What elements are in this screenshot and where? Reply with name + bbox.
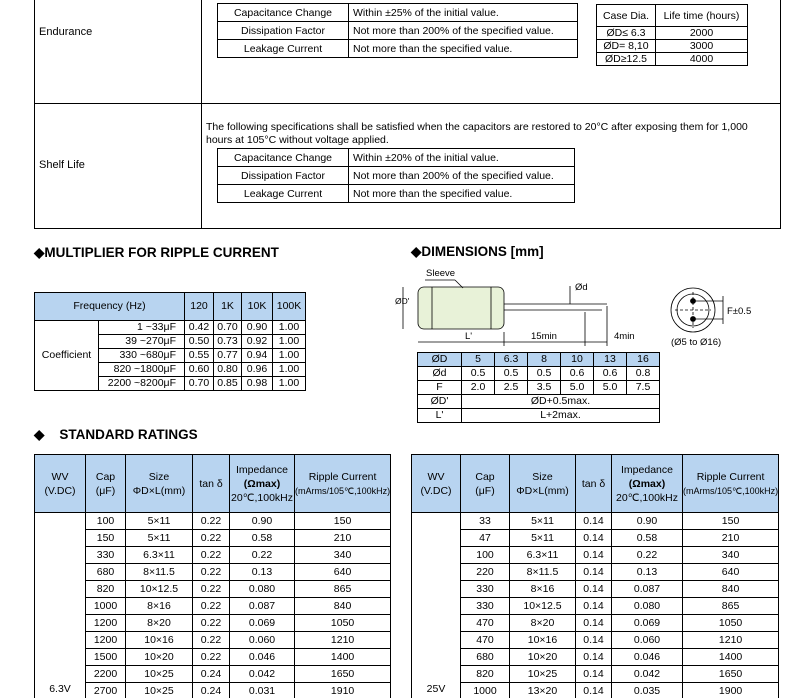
life-header-hours: Life time (hours): [656, 5, 748, 27]
table-row: [597, 53, 748, 66]
tan-cell: 0.14: [576, 598, 612, 615]
impedance-cell: 0.13: [612, 564, 683, 581]
impedance-cell: 0.042: [230, 666, 295, 683]
table-row: [35, 513, 391, 530]
impedance-header: Impedance (Ωmax) 20℃,100kHz: [612, 455, 683, 513]
ripple-cell: 640: [683, 564, 779, 581]
mult-cell: 0.98: [242, 377, 273, 391]
table-row: [418, 395, 660, 409]
size-cell: 5×11: [126, 513, 193, 530]
table-row: [35, 293, 306, 321]
mult-cell: 0.70: [214, 321, 242, 335]
tan-cell: 0.22: [193, 547, 230, 564]
table-row: [35, 598, 391, 615]
cap-cell: 1000: [86, 598, 126, 615]
tan-header: tan δ: [193, 455, 230, 513]
cap-cell: 47: [461, 530, 510, 547]
table-row: [35, 683, 391, 698]
life-time-table: [596, 4, 748, 66]
shelf-value: Within ±20% of the initial value.: [349, 149, 575, 167]
cap-cell: 100: [461, 547, 510, 564]
cap-header: Cap (μF): [86, 455, 126, 513]
ripple-cell: 1650: [683, 666, 779, 683]
mult-cell: 0.73: [214, 335, 242, 349]
tan-cell: 0.24: [193, 683, 230, 698]
ratings-table-left: [34, 454, 391, 698]
table-row: [412, 547, 779, 564]
tan-cell: 0.14: [576, 666, 612, 683]
impedance-cell: 0.22: [612, 547, 683, 564]
life-header-case: Case Dia.: [597, 5, 656, 27]
endurance-value: Within ±25% of the initial value.: [349, 4, 578, 22]
dim-cell: 13: [594, 353, 627, 367]
size-cell: 10×20: [126, 649, 193, 666]
tan-cell: 0.14: [576, 615, 612, 632]
table-row: [418, 367, 660, 381]
table-row: [35, 547, 391, 564]
ripple-cell: 1050: [295, 615, 391, 632]
table-row: [597, 40, 748, 53]
table-row: [597, 27, 748, 40]
tan-cell: 0.14: [576, 547, 612, 564]
size-cell: 8×16: [510, 581, 576, 598]
dim-cell: 5.0: [561, 381, 594, 395]
table-row: [412, 666, 779, 683]
dim-caption: (Ø5 to Ø16): [671, 337, 722, 348]
dim-cell: 5.0: [594, 381, 627, 395]
cap-cell: 220: [461, 564, 510, 581]
life-cell: ØD= 8,10: [597, 40, 656, 53]
endurance-label: Endurance: [39, 26, 93, 38]
table-row: [412, 455, 779, 513]
table-row: [218, 149, 575, 167]
wv-cell: 25V: [412, 513, 461, 698]
diamond-icon: ◆: [34, 427, 45, 442]
mult-cell: 0.94: [242, 349, 273, 363]
cap-cell: 330: [461, 581, 510, 598]
size-cell: 5×11: [510, 513, 576, 530]
dim-cell: 10: [561, 353, 594, 367]
size-cell: 10×12.5: [510, 598, 576, 615]
table-row: [597, 5, 748, 27]
impedance-cell: 0.060: [612, 632, 683, 649]
dim-cell: ØD+0.5max.: [462, 395, 660, 409]
table-row: [412, 598, 779, 615]
freq-cell: 100K: [273, 293, 306, 321]
life-cell: 3000: [656, 40, 748, 53]
table-row: [412, 530, 779, 547]
ripple-cell: 1400: [295, 649, 391, 666]
dim-cell: L+2max.: [462, 409, 660, 423]
freq-cell: 1K: [214, 293, 242, 321]
d-label: Ød: [575, 282, 588, 293]
ripple-cell: 1400: [683, 649, 779, 666]
mult-cell: 0.80: [214, 363, 242, 377]
dim-cell: 0.5: [495, 367, 528, 381]
endurance-item: Leakage Current: [218, 40, 349, 58]
table-row: [218, 22, 578, 40]
size-cell: 10×16: [510, 632, 576, 649]
cap-cell: 1500: [86, 649, 126, 666]
cap-range: 1 ~33μF: [99, 321, 185, 335]
cap-cell: 470: [461, 632, 510, 649]
ripple-cell: 340: [683, 547, 779, 564]
cap-cell: 2700: [86, 683, 126, 698]
table-row: [35, 530, 391, 547]
sleeve-label: Sleeve: [426, 268, 456, 279]
impedance-cell: 0.031: [230, 683, 295, 698]
ripple-cell: 840: [295, 598, 391, 615]
life-cell: ØD≥12.5: [597, 53, 656, 66]
mult-cell: 0.85: [214, 377, 242, 391]
l-prime-label: L': [465, 331, 473, 342]
ratings-table-right: [411, 454, 779, 698]
endurance-value: Not more than the specified value.: [349, 40, 578, 58]
size-cell: 10×16: [126, 632, 193, 649]
ripple-cell: 1050: [683, 615, 779, 632]
min15-label: 15min: [531, 331, 557, 342]
dim-cell: 2.5: [495, 381, 528, 395]
tan-cell: 0.14: [576, 649, 612, 666]
table-row: [418, 381, 660, 395]
table-row: [412, 513, 779, 530]
cap-cell: 1200: [86, 632, 126, 649]
dim-cell: 0.5: [528, 367, 561, 381]
size-cell: 10×25: [126, 683, 193, 698]
dim-cell: 0.8: [627, 367, 660, 381]
ratings-title: [34, 427, 198, 443]
impedance-cell: 0.90: [612, 513, 683, 530]
min4-label: 4min: [614, 331, 635, 342]
mult-cell: 1.00: [273, 335, 306, 349]
impedance-cell: 0.069: [612, 615, 683, 632]
table-row: [35, 666, 391, 683]
endurance-item: Dissipation Factor: [218, 22, 349, 40]
cap-cell: 150: [86, 530, 126, 547]
shelf-item: Capacitance Change: [218, 149, 349, 167]
impedance-cell: 0.069: [230, 615, 295, 632]
ripple-cell: 1900: [683, 683, 779, 698]
spec-col-divider: [201, 0, 202, 228]
table-row: [35, 321, 306, 335]
size-cell: 6.3×11: [510, 547, 576, 564]
size-cell: 8×11.5: [510, 564, 576, 581]
mult-cell: 1.00: [273, 321, 306, 335]
size-cell: 13×20: [510, 683, 576, 698]
ripple-header: Ripple Current (mArms/105℃,100kHz): [295, 455, 391, 513]
impedance-cell: 0.035: [612, 683, 683, 698]
table-row: [35, 581, 391, 598]
mult-cell: 1.00: [273, 377, 306, 391]
dim-label: ØD': [418, 395, 462, 409]
cap-cell: 820: [461, 666, 510, 683]
tan-cell: 0.22: [193, 530, 230, 547]
ripple-cell: 1650: [295, 666, 391, 683]
size-cell: 10×25: [510, 666, 576, 683]
cap-cell: 1200: [86, 615, 126, 632]
impedance-cell: 0.080: [230, 581, 295, 598]
tan-cell: 0.14: [576, 513, 612, 530]
impedance-cell: 0.046: [612, 649, 683, 666]
dim-label: Ød: [418, 367, 462, 381]
coefficient-label: Coefficient: [35, 321, 99, 391]
table-row: [218, 4, 578, 22]
impedance-cell: 0.22: [230, 547, 295, 564]
table-row: [418, 353, 660, 367]
table-row: [418, 409, 660, 423]
tan-cell: 0.14: [576, 564, 612, 581]
freq-label: Frequency (Hz): [35, 293, 185, 321]
tan-cell: 0.14: [576, 632, 612, 649]
mult-cell: 0.50: [185, 335, 214, 349]
d-prime-label: ØD': [395, 296, 410, 306]
size-cell: 10×25: [126, 666, 193, 683]
dim-cell: 7.5: [627, 381, 660, 395]
mult-cell: 0.42: [185, 321, 214, 335]
impedance-cell: 0.042: [612, 666, 683, 683]
mult-cell: 0.55: [185, 349, 214, 363]
table-row: [35, 649, 391, 666]
cap-range: 820 ~1800μF: [99, 363, 185, 377]
table-row: [412, 683, 779, 698]
size-cell: 10×12.5: [126, 581, 193, 598]
dim-cell: 2.0: [462, 381, 495, 395]
cap-cell: 470: [461, 615, 510, 632]
dim-label: L': [418, 409, 462, 423]
impedance-cell: 0.060: [230, 632, 295, 649]
size-cell: 8×20: [510, 615, 576, 632]
table-row: [218, 40, 578, 58]
cap-cell: 330: [86, 547, 126, 564]
size-cell: 6.3×11: [126, 547, 193, 564]
impedance-cell: 0.58: [230, 530, 295, 547]
impedance-cell: 0.087: [230, 598, 295, 615]
multiplier-title: ◆MULTIPLIER FOR RIPPLE CURRENT: [34, 245, 279, 260]
table-row: [35, 632, 391, 649]
mult-cell: 0.70: [185, 377, 214, 391]
cap-range: 39 ~270μF: [99, 335, 185, 349]
tan-header: tan δ: [576, 455, 612, 513]
ripple-cell: 865: [295, 581, 391, 598]
ripple-header: Ripple Current (mArms/105℃,100kHz): [683, 455, 779, 513]
dim-cell: 16: [627, 353, 660, 367]
mult-cell: 0.96: [242, 363, 273, 377]
dim-cell: 8: [528, 353, 561, 367]
tan-cell: 0.22: [193, 632, 230, 649]
cap-cell: 330: [461, 598, 510, 615]
table-row: [412, 564, 779, 581]
shelf-value: Not more than the specified value.: [349, 185, 575, 203]
size-cell: 8×20: [126, 615, 193, 632]
cap-range: 2200 ~8200μF: [99, 377, 185, 391]
ripple-cell: 210: [295, 530, 391, 547]
ripple-cell: 840: [683, 581, 779, 598]
tan-cell: 0.22: [193, 513, 230, 530]
table-row: [412, 581, 779, 598]
tan-cell: 0.14: [576, 683, 612, 698]
mult-cell: 1.00: [273, 349, 306, 363]
multiplier-table: [34, 292, 306, 391]
mult-cell: 1.00: [273, 363, 306, 377]
dim-cell: 3.5: [528, 381, 561, 395]
tan-cell: 0.22: [193, 598, 230, 615]
mult-cell: 0.90: [242, 321, 273, 335]
impedance-header: Impedance (Ωmax) 20℃,100kHz: [230, 455, 295, 513]
size-cell: 8×16: [126, 598, 193, 615]
cap-cell: 680: [86, 564, 126, 581]
size-cell: 8×11.5: [126, 564, 193, 581]
mult-cell: 0.60: [185, 363, 214, 377]
ripple-cell: 1910: [295, 683, 391, 698]
life-cell: 4000: [656, 53, 748, 66]
size-header: Size ΦD×L(mm): [126, 455, 193, 513]
dim-cell: 5: [462, 353, 495, 367]
table-row: [412, 632, 779, 649]
size-header: Size ΦD×L(mm): [510, 455, 576, 513]
cap-header: Cap (μF): [461, 455, 510, 513]
impedance-cell: 0.087: [612, 581, 683, 598]
freq-cell: 10K: [242, 293, 273, 321]
impedance-cell: 0.13: [230, 564, 295, 581]
ripple-cell: 210: [683, 530, 779, 547]
table-row: [35, 615, 391, 632]
impedance-cell: 0.080: [612, 598, 683, 615]
ripple-cell: 150: [683, 513, 779, 530]
tan-cell: 0.22: [193, 649, 230, 666]
dimensions-title: ◆DIMENSIONS [mm]: [411, 244, 544, 259]
endurance-table: [217, 3, 578, 58]
cap-cell: 680: [461, 649, 510, 666]
shelf-item: Dissipation Factor: [218, 167, 349, 185]
dim-cell: 6.3: [495, 353, 528, 367]
dim-cell: 0.6: [561, 367, 594, 381]
ripple-cell: 640: [295, 564, 391, 581]
shelf-item: Leakage Current: [218, 185, 349, 203]
tan-cell: 0.22: [193, 615, 230, 632]
f-label: F±0.5: [727, 306, 752, 317]
spec-row-divider: [35, 103, 780, 104]
impedance-cell: 0.90: [230, 513, 295, 530]
life-cell: ØD≤ 6.3: [597, 27, 656, 40]
impedance-cell: 0.58: [612, 530, 683, 547]
shelf-life-table: [217, 148, 575, 203]
ratings-title-text: STANDARD RATINGS: [59, 427, 198, 442]
dim-cell: 0.6: [594, 367, 627, 381]
size-cell: 10×20: [510, 649, 576, 666]
size-cell: 5×11: [126, 530, 193, 547]
table-row: [35, 564, 391, 581]
shelf-value: Not more than 200% of the specified value.: [349, 167, 575, 185]
cap-cell: 820: [86, 581, 126, 598]
cap-cell: 2200: [86, 666, 126, 683]
dim-cell: 0.5: [462, 367, 495, 381]
wv-header: WV (V.DC): [35, 455, 86, 513]
ripple-cell: 1210: [295, 632, 391, 649]
ripple-cell: 865: [683, 598, 779, 615]
cap-cell: 33: [461, 513, 510, 530]
dim-label: F: [418, 381, 462, 395]
shelf-life-note: The following specifications shall be satisfied when the capacitors are restored to 20°C after exposing them for 1,000 hours at 105°C without voltage applied.: [206, 121, 748, 146]
mult-cell: 0.77: [214, 349, 242, 363]
size-cell: 5×11: [510, 530, 576, 547]
table-row: [218, 185, 575, 203]
freq-cell: 120: [185, 293, 214, 321]
table-row: [412, 649, 779, 666]
mult-cell: 0.92: [242, 335, 273, 349]
shelf-life-label: Shelf Life: [39, 159, 85, 171]
cap-cell: 100: [86, 513, 126, 530]
impedance-cell: 0.046: [230, 649, 295, 666]
ripple-cell: 1210: [683, 632, 779, 649]
life-cell: 2000: [656, 27, 748, 40]
cap-range: 330 ~680μF: [99, 349, 185, 363]
endurance-value: Not more than 200% of the specified value.: [349, 22, 578, 40]
tan-cell: 0.22: [193, 581, 230, 598]
tan-cell: 0.24: [193, 666, 230, 683]
tan-cell: 0.14: [576, 581, 612, 598]
tan-cell: 0.22: [193, 564, 230, 581]
ripple-cell: 150: [295, 513, 391, 530]
table-row: [35, 455, 391, 513]
table-row: [218, 167, 575, 185]
cap-cell: 1000: [461, 683, 510, 698]
wv-cell: 6.3V: [35, 513, 86, 698]
dimensions-table: [417, 352, 660, 423]
wv-header: WV (V.DC): [412, 455, 461, 513]
ripple-cell: 340: [295, 547, 391, 564]
tan-cell: 0.14: [576, 530, 612, 547]
endurance-item: Capacitance Change: [218, 4, 349, 22]
dim-label: ØD: [418, 353, 462, 367]
table-row: [412, 615, 779, 632]
